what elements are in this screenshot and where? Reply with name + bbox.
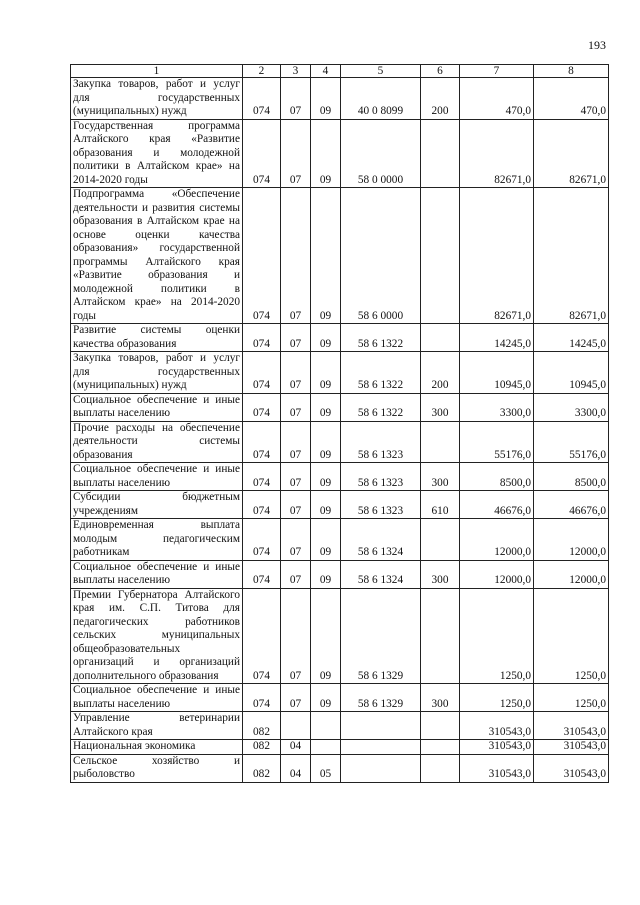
section-code: 07 bbox=[281, 560, 311, 588]
amount-col8: 8500,0 bbox=[534, 463, 609, 491]
column-header: 4 bbox=[311, 65, 341, 78]
amount-col8: 46676,0 bbox=[534, 491, 609, 519]
ministry-code: 074 bbox=[243, 588, 281, 684]
subsection-code bbox=[311, 740, 341, 755]
target-item-code: 40 0 8099 bbox=[341, 78, 421, 120]
subsection-code: 09 bbox=[311, 463, 341, 491]
table-row bbox=[71, 740, 609, 755]
section-code: 07 bbox=[281, 491, 311, 519]
amount-col7: 12000,0 bbox=[460, 519, 534, 561]
target-item-code: 58 6 0000 bbox=[341, 188, 421, 324]
target-item-code bbox=[341, 740, 421, 755]
amount-col8: 1250,0 bbox=[534, 588, 609, 684]
subsection-code: 09 bbox=[311, 352, 341, 394]
amount-col7: 82671,0 bbox=[460, 119, 534, 188]
target-item-code: 58 6 1322 bbox=[341, 393, 421, 421]
expense-name: Закупка товаров, работ и услуг для государственных (муниципальных) нужд bbox=[71, 78, 243, 120]
table-row bbox=[71, 588, 609, 684]
expense-name: Подпрограмма «Обеспечение деятельности и развития системы образования в Алтайском крае на основе оценки качества образования» государственной программы Алтайского края «Развитие образования и молодежной политики в Алтайском крае» на 2014-2020 годы bbox=[71, 188, 243, 324]
amount-col7: 46676,0 bbox=[460, 491, 534, 519]
expense-type-code bbox=[421, 712, 460, 740]
table-row bbox=[71, 463, 609, 491]
table-row bbox=[71, 684, 609, 712]
amount-col7: 470,0 bbox=[460, 78, 534, 120]
target-item-code bbox=[341, 712, 421, 740]
amount-col8: 310543,0 bbox=[534, 754, 609, 782]
table-row bbox=[71, 188, 609, 324]
expense-type-code bbox=[421, 754, 460, 782]
amount-col7: 1250,0 bbox=[460, 588, 534, 684]
ministry-code: 074 bbox=[243, 324, 281, 352]
ministry-code: 082 bbox=[243, 740, 281, 755]
expense-name: Субсидии бюджетным учреждениям bbox=[71, 491, 243, 519]
ministry-code: 074 bbox=[243, 119, 281, 188]
section-code: 07 bbox=[281, 119, 311, 188]
section-code: 07 bbox=[281, 78, 311, 120]
subsection-code: 09 bbox=[311, 78, 341, 120]
expense-name: Государственная программа Алтайского края «Развитие образования и молодежной политики в Алтайском крае» на 2014-2020 годы bbox=[71, 119, 243, 188]
ministry-code: 074 bbox=[243, 78, 281, 120]
expense-type-code: 200 bbox=[421, 352, 460, 394]
subsection-code: 09 bbox=[311, 421, 341, 463]
amount-col8: 310543,0 bbox=[534, 712, 609, 740]
subsection-code: 09 bbox=[311, 588, 341, 684]
header-row bbox=[71, 65, 609, 78]
table-row bbox=[71, 712, 609, 740]
table-row bbox=[71, 754, 609, 782]
ministry-code: 074 bbox=[243, 684, 281, 712]
expense-name: Социальное обеспечение и иные выплаты населению bbox=[71, 393, 243, 421]
amount-col8: 310543,0 bbox=[534, 740, 609, 755]
subsection-code: 09 bbox=[311, 491, 341, 519]
table-row bbox=[71, 119, 609, 188]
ministry-code: 074 bbox=[243, 393, 281, 421]
expense-type-code: 300 bbox=[421, 684, 460, 712]
target-item-code: 58 6 1322 bbox=[341, 352, 421, 394]
subsection-code: 09 bbox=[311, 324, 341, 352]
target-item-code: 58 6 1322 bbox=[341, 324, 421, 352]
ministry-code: 074 bbox=[243, 491, 281, 519]
section-code: 07 bbox=[281, 463, 311, 491]
section-code: 07 bbox=[281, 393, 311, 421]
subsection-code: 09 bbox=[311, 119, 341, 188]
column-header: 3 bbox=[281, 65, 311, 78]
expense-type-code: 300 bbox=[421, 560, 460, 588]
expense-type-code bbox=[421, 188, 460, 324]
column-header: 5 bbox=[341, 65, 421, 78]
expense-type-code bbox=[421, 588, 460, 684]
expense-name: Единовременная выплата молодым педагогическим работникам bbox=[71, 519, 243, 561]
section-code: 07 bbox=[281, 519, 311, 561]
target-item-code: 58 0 0000 bbox=[341, 119, 421, 188]
expense-name: Развитие системы оценки качества образования bbox=[71, 324, 243, 352]
target-item-code: 58 6 1324 bbox=[341, 560, 421, 588]
amount-col8: 10945,0 bbox=[534, 352, 609, 394]
amount-col7: 8500,0 bbox=[460, 463, 534, 491]
target-item-code bbox=[341, 754, 421, 782]
expense-type-code: 610 bbox=[421, 491, 460, 519]
ministry-code: 082 bbox=[243, 754, 281, 782]
expense-name: Социальное обеспечение и иные выплаты населению bbox=[71, 560, 243, 588]
table-row bbox=[71, 78, 609, 120]
section-code: 07 bbox=[281, 421, 311, 463]
amount-col7: 14245,0 bbox=[460, 324, 534, 352]
ministry-code: 074 bbox=[243, 352, 281, 394]
subsection-code: 09 bbox=[311, 560, 341, 588]
section-code: 07 bbox=[281, 588, 311, 684]
table-row bbox=[71, 324, 609, 352]
subsection-code: 09 bbox=[311, 393, 341, 421]
amount-col8: 1250,0 bbox=[534, 684, 609, 712]
subsection-code: 05 bbox=[311, 754, 341, 782]
ministry-code: 074 bbox=[243, 560, 281, 588]
amount-col8: 55176,0 bbox=[534, 421, 609, 463]
target-item-code: 58 6 1329 bbox=[341, 588, 421, 684]
expense-name: Прочие расходы на обеспечение деятельности системы образования bbox=[71, 421, 243, 463]
subsection-code: 09 bbox=[311, 188, 341, 324]
ministry-code: 074 bbox=[243, 519, 281, 561]
ministry-code: 074 bbox=[243, 421, 281, 463]
subsection-code: 09 bbox=[311, 519, 341, 561]
expense-type-code bbox=[421, 421, 460, 463]
expense-name: Закупка товаров, работ и услуг для государственных (муниципальных) нужд bbox=[71, 352, 243, 394]
expense-name: Социальное обеспечение и иные выплаты населению bbox=[71, 684, 243, 712]
amount-col8: 82671,0 bbox=[534, 188, 609, 324]
amount-col7: 310543,0 bbox=[460, 712, 534, 740]
expense-name: Управление ветеринарии Алтайского края bbox=[71, 712, 243, 740]
amount-col8: 470,0 bbox=[534, 78, 609, 120]
target-item-code: 58 6 1329 bbox=[341, 684, 421, 712]
column-header: 7 bbox=[460, 65, 534, 78]
table-row bbox=[71, 421, 609, 463]
amount-col7: 82671,0 bbox=[460, 188, 534, 324]
table-row bbox=[71, 560, 609, 588]
section-code: 07 bbox=[281, 188, 311, 324]
ministry-code: 074 bbox=[243, 188, 281, 324]
table-row bbox=[71, 393, 609, 421]
amount-col7: 55176,0 bbox=[460, 421, 534, 463]
expense-type-code bbox=[421, 324, 460, 352]
amount-col8: 14245,0 bbox=[534, 324, 609, 352]
amount-col8: 82671,0 bbox=[534, 119, 609, 188]
amount-col7: 10945,0 bbox=[460, 352, 534, 394]
expense-type-code bbox=[421, 740, 460, 755]
amount-col7: 310543,0 bbox=[460, 754, 534, 782]
ministry-code: 082 bbox=[243, 712, 281, 740]
target-item-code: 58 6 1323 bbox=[341, 491, 421, 519]
column-header: 6 bbox=[421, 65, 460, 78]
expense-type-code: 300 bbox=[421, 393, 460, 421]
amount-col7: 3300,0 bbox=[460, 393, 534, 421]
section-code: 07 bbox=[281, 324, 311, 352]
expense-name: Сельское хозяйство и рыболовство bbox=[71, 754, 243, 782]
subsection-code bbox=[311, 712, 341, 740]
section-code bbox=[281, 712, 311, 740]
subsection-code: 09 bbox=[311, 684, 341, 712]
target-item-code: 58 6 1324 bbox=[341, 519, 421, 561]
expense-type-code: 200 bbox=[421, 78, 460, 120]
table-row bbox=[71, 352, 609, 394]
expense-type-code: 300 bbox=[421, 463, 460, 491]
page-number: 193 bbox=[588, 38, 606, 52]
target-item-code: 58 6 1323 bbox=[341, 421, 421, 463]
section-code: 07 bbox=[281, 684, 311, 712]
expense-type-code bbox=[421, 119, 460, 188]
expense-type-code bbox=[421, 519, 460, 561]
amount-col8: 12000,0 bbox=[534, 560, 609, 588]
section-code: 04 bbox=[281, 740, 311, 755]
section-code: 04 bbox=[281, 754, 311, 782]
expense-name: Социальное обеспечение и иные выплаты населению bbox=[71, 463, 243, 491]
ministry-code: 074 bbox=[243, 463, 281, 491]
section-code: 07 bbox=[281, 352, 311, 394]
amount-col7: 310543,0 bbox=[460, 740, 534, 755]
amount-col8: 12000,0 bbox=[534, 519, 609, 561]
column-header: 1 bbox=[71, 65, 243, 78]
table-row bbox=[71, 519, 609, 561]
amount-col7: 12000,0 bbox=[460, 560, 534, 588]
amount-col7: 1250,0 bbox=[460, 684, 534, 712]
expense-name: Национальная экономика bbox=[71, 740, 243, 755]
target-item-code: 58 6 1323 bbox=[341, 463, 421, 491]
table-row bbox=[71, 491, 609, 519]
column-header: 8 bbox=[534, 65, 609, 78]
budget-table bbox=[70, 64, 609, 783]
expense-name: Премии Губернатора Алтайского края им. С.П. Титова для педагогических работников сельских муниципальных общеобразовательных организаций и организаций дополнительного образования bbox=[71, 588, 243, 684]
amount-col8: 3300,0 bbox=[534, 393, 609, 421]
column-header: 2 bbox=[243, 65, 281, 78]
